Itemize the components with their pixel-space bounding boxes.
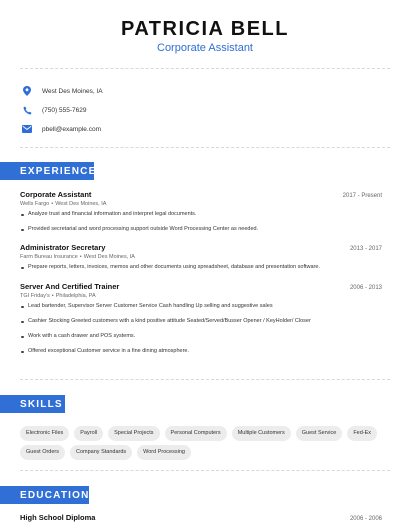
skill-chip: Electronic Files — [20, 426, 69, 441]
job-bullet: Work with a cash drawer and POS systems. — [20, 333, 382, 340]
job-title: Administrator Secretary — [20, 243, 106, 252]
divider — [20, 470, 390, 471]
divider — [20, 68, 390, 69]
skill-chip: Company Standards — [70, 445, 132, 460]
section-heading-experience — [0, 162, 97, 180]
job-bullet: Offered exceptional Customer service in a fine dining atmosphere. — [20, 348, 382, 355]
skill-chip: Special Projects — [108, 426, 159, 441]
job-location: West Des Moines, IA — [55, 201, 107, 207]
job-company: Wells Fargo — [20, 201, 50, 207]
job-bullet: Provided secretarial and word processing support outside Word Processing Center as needed. — [20, 226, 382, 233]
job-bullets — [20, 211, 382, 233]
job-bullet: Analyze trust and financial information and interpret legal documents. — [20, 211, 382, 218]
candidate-title: Corporate Assistant — [157, 42, 253, 54]
skills-list — [20, 426, 390, 460]
skill-chip: Guest Orders — [20, 445, 65, 460]
section-heading-text: SKILLS — [20, 398, 63, 410]
job-location: West Des Moines, IA — [83, 254, 135, 260]
experience-item — [20, 243, 382, 279]
section-heading-text: EXPERIENCE — [20, 165, 97, 177]
contact-email[interactable] — [20, 120, 103, 138]
resume-header — [0, 0, 410, 66]
experience-item — [20, 190, 382, 241]
job-dates: 2017 - Present — [342, 193, 382, 199]
section-heading-skills — [0, 395, 65, 413]
skill-chip: Personal Computers — [165, 426, 227, 441]
email-icon — [20, 122, 34, 136]
job-title: Server And Certified Trainer — [20, 282, 120, 291]
contact-location-text: West Des Moines, IA — [42, 87, 103, 95]
job-company: Farm Bureau Insurance — [20, 254, 78, 260]
job-bullet: Lead bartender, Supervisor Server Customer Service Cash handling Up selling and suggestive sales — [20, 303, 382, 310]
job-company-line: Farm Bureau Insurance • West Des Moines, IA — [20, 254, 135, 260]
education-dates: 2006 - 2006 — [349, 516, 382, 522]
contact-block — [20, 82, 103, 139]
education-item — [20, 513, 382, 522]
contact-phone-text: (750) 555-7629 — [42, 106, 87, 114]
job-title: Corporate Assistant — [20, 190, 92, 199]
skill-chip: Word Processing — [137, 445, 191, 460]
candidate-name: PATRICIA BELL — [120, 18, 289, 40]
contact-email-text[interactable]: pbell@example.com — [42, 125, 101, 133]
experience-item — [20, 282, 382, 363]
location-pin-icon — [20, 84, 34, 98]
job-company: TGI Friday's — [20, 293, 50, 299]
job-dates: 2006 - 2013 — [349, 285, 382, 291]
phone-icon — [20, 103, 34, 117]
skill-chip: Guest Service — [296, 426, 343, 441]
contact-phone — [20, 101, 103, 119]
job-bullets — [20, 264, 382, 271]
education-degree: High School Diploma — [20, 513, 96, 522]
section-heading-education — [0, 486, 89, 504]
skill-chip: Payroll — [74, 426, 103, 441]
job-location: Philadelphia, PA — [55, 293, 96, 299]
job-company-line: TGI Friday's • Philadelphia, PA — [20, 293, 96, 299]
job-dates: 2013 - 2017 — [349, 246, 382, 252]
contact-location — [20, 82, 103, 100]
job-bullet: Cashier Stocking Greeted customers with a kind positive attitude Seated/Served/Busser Opener / KeyHolder/ Closer — [20, 318, 382, 325]
job-bullet: Prepare reports, letters, invoices, memos and other documents using spreadsheet, database and presentation software. — [20, 264, 382, 271]
job-bullets — [20, 303, 382, 355]
skill-chip: Fed-Ex — [347, 426, 377, 441]
divider — [20, 379, 390, 380]
job-company-line: Wells Fargo • West Des Moines, IA — [20, 201, 107, 207]
skill-chip: Multiple Customers — [232, 426, 291, 441]
divider — [20, 147, 390, 148]
section-heading-text: EDUCATION — [20, 489, 90, 501]
